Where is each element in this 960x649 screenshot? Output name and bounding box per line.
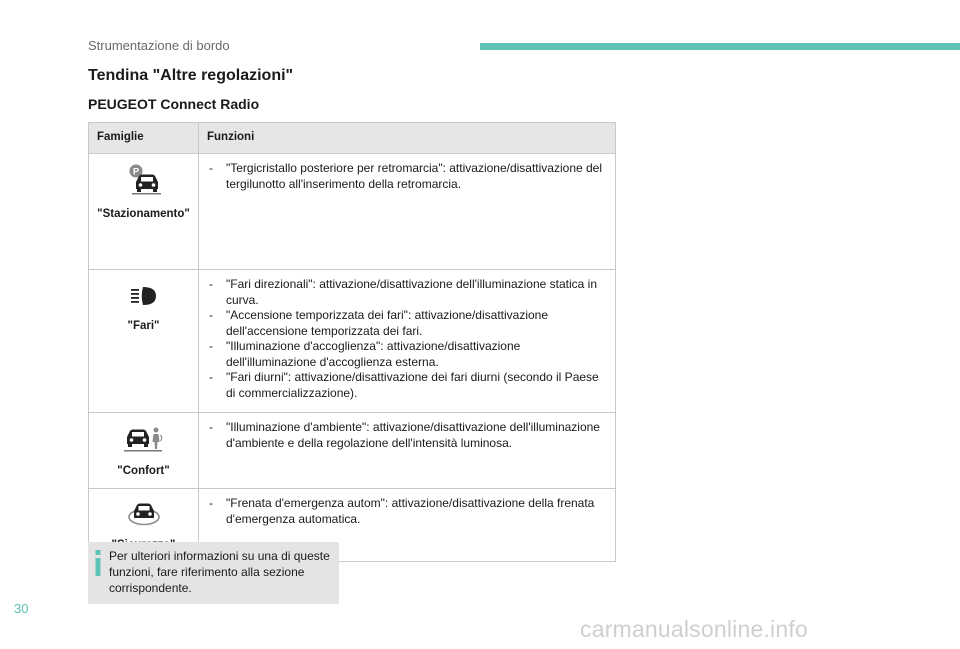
info-note — [88, 542, 339, 604]
functions-cell — [199, 413, 616, 489]
parking-car-icon — [89, 162, 198, 201]
function-item: - "Fari diurni": attivazione/disattivazione dei fari diurni (secondo il Paese di commercializzazione). — [207, 370, 607, 401]
header-title: Strumentazione di bordo — [88, 38, 230, 53]
table-row — [89, 270, 616, 413]
family-label: "Confort" — [117, 464, 170, 477]
comfort-car-icon — [89, 425, 198, 458]
info-icon — [93, 550, 103, 580]
svg-text:P: P — [132, 166, 139, 178]
table-header-row — [89, 123, 616, 154]
header-funzioni: Funzioni — [199, 123, 616, 154]
watermark: carmanualsonline.info — [580, 616, 808, 642]
family-label: "Stazionamento" — [97, 207, 190, 220]
headlight-icon — [89, 284, 198, 313]
table-row — [89, 154, 616, 270]
function-item: - "Tergicristallo posteriore per retromarcia": attivazione/disattivazione del tergilunotto all'inserimento della retromarcia. — [207, 161, 607, 192]
page-number: 30 — [14, 601, 29, 616]
family-cell — [89, 154, 199, 270]
function-item: - "Accensione temporizzata dei fari": attivazione/disattivazione dell'accensione temporizzata dei fari. — [207, 308, 607, 339]
function-item: - "Frenata d'emergenza autom": attivazione/disattivazione della frenata d'emergenza automatica. — [207, 496, 607, 527]
safety-car-icon — [89, 499, 198, 532]
family-cell — [89, 413, 199, 489]
function-item: - "Illuminazione d'accoglienza": attivazione/disattivazione dell'illuminazione d'accoglienza esterna. — [207, 339, 607, 370]
note-text: Per ulteriori informazioni su una di queste funzioni, fare riferimento alla sezione corrispondente. — [109, 549, 330, 595]
functions-table — [88, 122, 616, 562]
function-item: - "Illuminazione d'ambiente": attivazione/disattivazione dell'illuminazione d'ambiente e della regolazione dell'intensità luminosa. — [207, 420, 607, 451]
table-row — [89, 413, 616, 489]
family-cell — [89, 270, 199, 413]
section-title: Tendina "Altre regolazioni" — [88, 67, 294, 84]
header-accent-bar — [480, 43, 960, 50]
sub-title: PEUGEOT Connect Radio — [88, 96, 260, 112]
function-item: - "Fari direzionali": attivazione/disattivazione dell'illuminazione statica in curva. — [207, 277, 607, 308]
functions-cell — [199, 270, 616, 413]
family-label: "Fari" — [127, 319, 160, 332]
header-famiglie: Famiglie — [89, 123, 199, 154]
functions-cell — [199, 154, 616, 270]
